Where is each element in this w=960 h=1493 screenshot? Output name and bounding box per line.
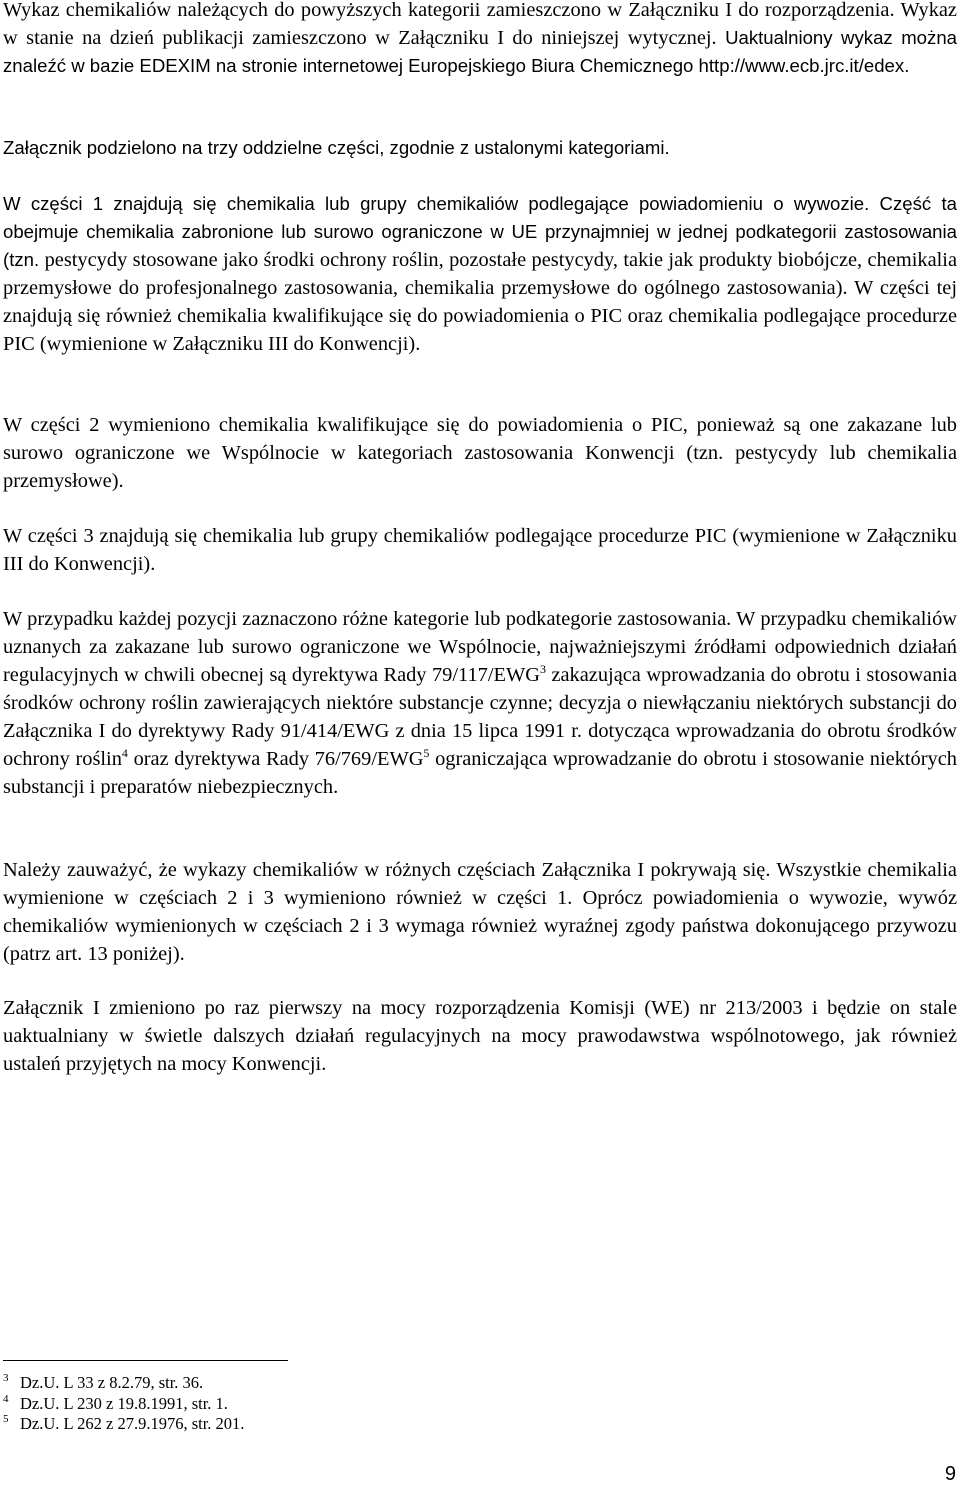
footnote-ref-4[interactable]: 4 [121,746,128,760]
paragraph-amendment: Załącznik I zmieniono po raz pierwszy na mocy rozporządzenia Komisji (WE) nr 213/2003 i będzie on stale uaktualniany w świetle dalszych działań regulacyjnych na mocy prawodawstwa wspólnotowego, jak również ustaleń przyjętych na mocy Konwencji. [3,997,957,1075]
paragraph-annex-parts: Załącznik podzielono na trzy oddzielne części, zgodnie z ustalonymi kategoriami. [3,137,670,158]
paragraph-part-1 [3,190,957,358]
paragraph-part-1-sans: W części 1 znajdują się chemikalia lub grupy chemikaliów podlegające powiadomieniu o wywozie. Część ta obejmuje chemikalia zabronione lub surowo ograniczone w UE przynajmniej w jednej podkategorii zastosowania (tzn. [3,193,957,270]
footnote-number: 4 [3,1393,9,1405]
paragraph-categories-c: oraz dyrektywa Rady 76/769/EWG [127,748,424,770]
footnote-separator [3,1360,288,1361]
paragraph-part-3: W części 3 znajdują się chemikalia lub grupy chemikaliów podlegające procedurze PIC (wymienione w Załączniku III do Konwencji). [3,525,957,575]
paragraph-categories [3,605,957,801]
paragraph-overlap: Należy zauważyć, że wykazy chemikaliów w różnych częściach Załącznika I pokrywają się. Wszystkie chemikalia wymienione w częściach 2 i 3 wymieniono również w części 1. Oprócz powiadomienia o wywozie, wywóz chemikaliów wymienionych w częściach 2 i 3 wymaga również wyraźnej zgody państwa dokonującego przywozu (patrz art. 13 poniżej). [3,859,957,965]
footnote-text: Dz.U. L 262 z 27.9.1976, str. 201. [20,1414,245,1433]
paragraph-categories-b: zakazująca wprowadzania do obrotu i stosowania środków ochrony roślin zawierających niektóre substancje czynne; decyzja o niewłączaniu niektórych substancji do Załącznika I do dyrektywy Rady 91/414/EWG z dnia 15 lipca 1991 r. dotycząca wprowadzania do obrotu środków ochrony roślin [3,664,957,770]
edexim-link-text[interactable]: Uaktualniony wykaz można znaleźć w bazie EDEXIM na stronie internetowej Europejskiego Biura Chemicznego http://www.ecb.jrc.it/edex. [3,27,958,76]
paragraph-edexim-intro: Wykaz chemikaliów należących do powyższych kategorii zamieszczono w Załączniku I do rozporządzenia. Wykaz w stanie na dzień publikacji zamieszczono w Załączniku I do niniejszej wytycznej. [3,0,957,49]
footnote-number: 5 [3,1413,9,1425]
paragraph-categories-d: ograniczająca wprowadzanie do obrotu i stosowanie niektórych substancji i preparatów niebezpiecznych. [3,748,957,798]
footnote-text: Dz.U. L 230 z 19.8.1991, str. 1. [20,1394,228,1413]
paragraph-categories-a: W przypadku każdej pozycji zaznaczono różne kategorie lub podkategorie zastosowania. W przypadku chemikaliów uznanych za zakazane lub surowo ograniczone we Wspólnocie, najważniejszymi źródłami odpowiednich działań regulacyjnych w chwili obecnej są dyrektywa Rady 79/117/EWG [3,608,957,686]
footnote-number: 3 [3,1372,9,1384]
footnote-4 [3,1393,228,1414]
footnote-5 [3,1413,245,1434]
page-number: 9 [944,1463,956,1485]
footnote-ref-5[interactable]: 5 [423,746,430,760]
paragraph-part-1-serif: pestycydy stosowane jako środki ochrony roślin, pozostałe pestycydy, takie jak produkty biobójcze, chemikalia przemysłowe do profesjonalnego zastosowania, chemikalia przemysłowe do ogólnego zastosowania). W części tej znajdują się również chemikalia kwalifikujące się do powiadomienia o PIC oraz chemikalia podlegające procedurze PIC (wymienione w Załączniku III do Konwencji). [3,249,957,355]
footnote-ref-3[interactable]: 3 [539,662,546,676]
paragraph-part-2: W części 2 wymieniono chemikalia kwalifikujące się do powiadomienia o PIC, ponieważ są one zakazane lub surowo ograniczone we Wspólnocie w kategoriach zastosowania Konwencji (tzn. pestycydy lub chemikalia przemysłowe). [3,414,957,492]
paragraph-edexim [3,0,957,80]
footnote-text: Dz.U. L 33 z 8.2.79, str. 36. [20,1373,204,1392]
footnote-3 [3,1372,204,1393]
